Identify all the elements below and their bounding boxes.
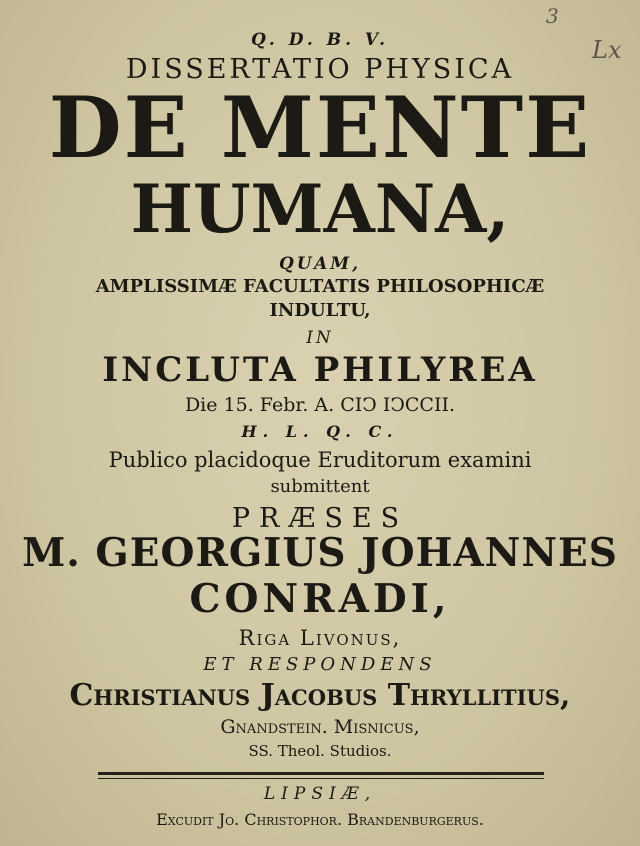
in-line: IN — [306, 328, 334, 348]
imprint-city: LIPSIÆ, — [263, 784, 377, 804]
submittent-line: submittent — [270, 476, 370, 497]
margin-number: 3 — [546, 4, 559, 28]
margin-note: Lx — [592, 36, 622, 64]
quam-line: QUAM, — [278, 254, 362, 274]
place-line: INCLUTA PHILYREA — [102, 350, 538, 390]
examini-line: Publico placidoque Eruditorum examini — [108, 448, 532, 472]
praeses-origin: Riga Livonus, — [238, 626, 402, 650]
title-line-1: DISSERTATIO PHYSICA — [125, 54, 515, 85]
imprint-printer: Excudit Jo. Christophor. Brandenburgerus. — [156, 810, 484, 829]
date-line: Die 15. Febr. A. CIↃ IↃCCII. — [184, 394, 456, 416]
praeses-label: PRÆSES — [231, 503, 409, 534]
faculty-line-1: AMPLISSIMÆ FACULTATIS PHILOSOPHICÆ — [95, 276, 545, 297]
imprint-rule-thick — [98, 772, 544, 775]
title-line-3: HUMANA, — [130, 170, 510, 248]
respondens-name: Christianus Jacobus Thryllitius, — [69, 678, 571, 713]
hlqc-line: H. L. Q. C. — [241, 422, 399, 441]
respondens-label: ET RESPONDENS — [203, 654, 437, 675]
respondens-origin: Gnandstein. Misnicus, — [220, 716, 420, 738]
faculty-line-2: INDULTU, — [269, 300, 371, 321]
praeses-name-2: CONRADI, — [189, 576, 451, 622]
imprint-rule-thin — [98, 778, 544, 779]
praeses-name-1: M. GEORGIUS JOHANNES — [22, 530, 618, 576]
header-abbrev: Q. D. B. V. — [250, 30, 390, 50]
title-line-2: DE MENTE — [48, 78, 592, 177]
respondens-study: SS. Theol. Studios. — [248, 742, 392, 760]
